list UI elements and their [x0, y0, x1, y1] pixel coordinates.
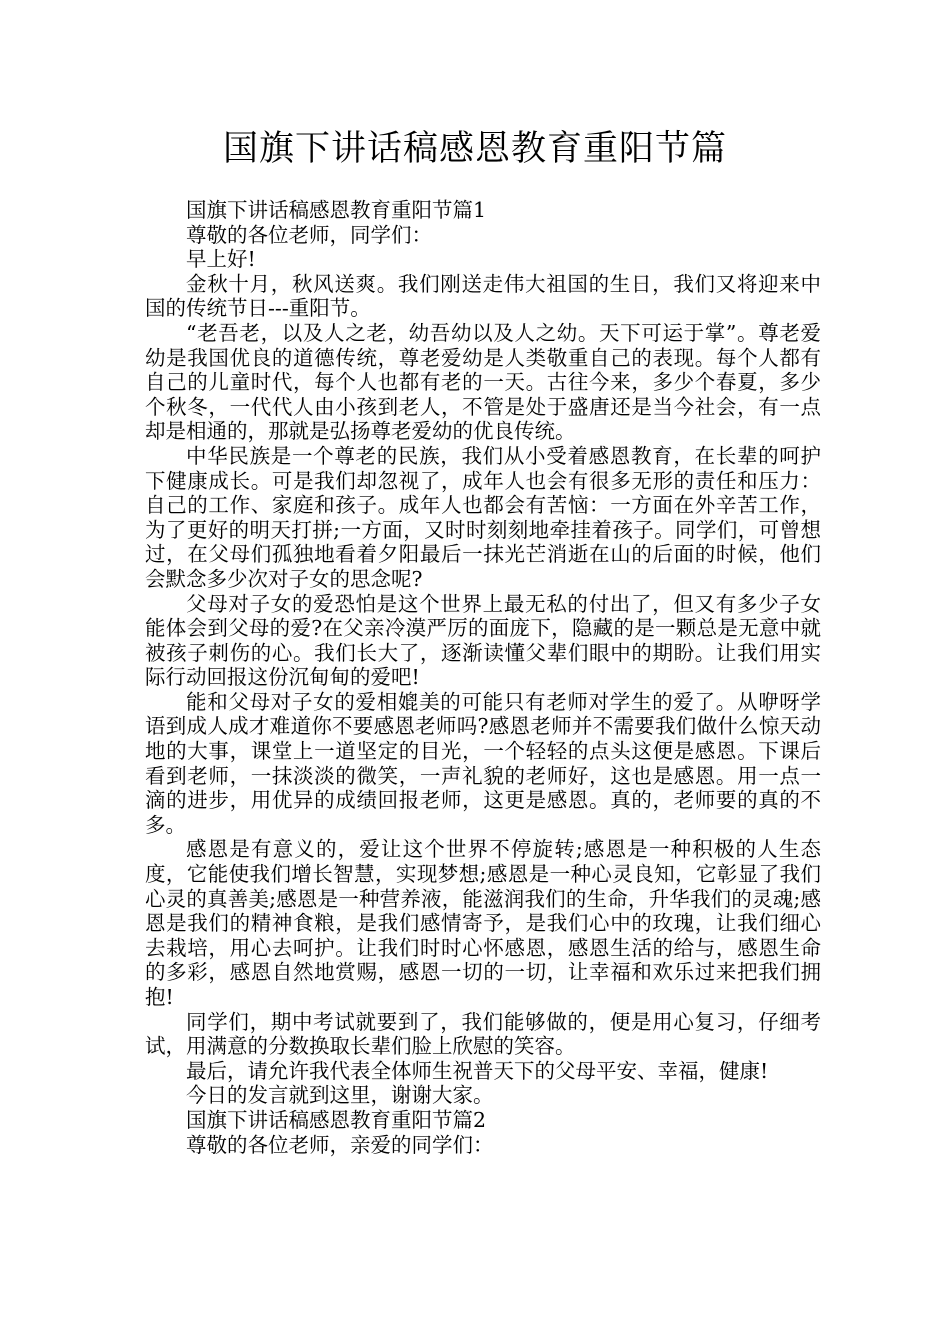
paragraph-greeting: 早上好!	[186, 247, 256, 272]
paragraph-salutation: 尊敬的各位老师，亲爱的同学们：	[186, 1132, 494, 1157]
paragraph: “老吾老，以及人之老，幼吾幼以及人之幼。天下可运于掌”。尊老爱幼是我国优良的道德传统，尊老爱幼是人类敬重自己的表现。每个人都有自己的儿童时代，每个人也都有老的一天。古往今来，多少个春夏，多少个秋冬，一代代人由小孩到老人，不管是处于盛唐还是当今社会，有一点却是相通的，那就是弘扬尊老爱幼的优良传统。	[145, 320, 821, 444]
paragraph: 中华民族是一个尊老的民族，我们从小受着感恩教育，在长辈的呵护下健康成长。可是我们却忽视了，成年人也会有很多无形的责任和压力：自己的工作、家庭和孩子。成年人也都会有苦恼：一方面在外辛苦工作，为了更好的明天打拼;一方面，又时时刻刻地牵挂着孩子。同学们，可曾想过，在父母们孤独地看着夕阳最后一抹光芒消逝在山的后面的时候，他们会默念多少次对子女的思念呢?	[145, 443, 821, 591]
paragraph: 能和父母对子女的爱相媲美的可能只有老师对学生的爱了。从咿呀学语到成人成才难道你不要感恩老师吗?感恩老师并不需要我们做什么惊天动地的大事，课堂上一道坚定的目光，一个轻轻的点头这便是感恩。下课后看到老师，一抹淡淡的微笑，一声礼貌的老师好，这也是感恩。用一点一滴的进步，用优异的成绩回报老师，这更是感恩。真的，老师要的真的不多。	[145, 689, 821, 837]
paragraph: 金秋十月，秋风送爽。我们刚送走伟大祖国的生日，我们又将迎来中国的传统节日---重阳节。	[145, 271, 821, 321]
paragraph-closing: 今日的发言就到这里，谢谢大家。	[186, 1083, 494, 1108]
document-title: 国旗下讲话稿感恩教育重阳节篇	[222, 129, 727, 169]
paragraph-section-heading-1: 国旗下讲话稿感恩教育重阳节篇1	[186, 198, 487, 222]
paragraph: 父母对子女的爱恐怕是这个世界上最无私的付出了，但又有多少子女能体会到父母的爱?在父亲冷漠严厉的面庞下，隐藏的是一颗总是无意中就被孩子刺伤的心。我们长大了，逐渐读懂父辈们眼中的期盼。让我们用实际行动回报这份沉甸甸的爱吧!	[145, 591, 821, 690]
paragraph: 同学们，期中考试就要到了，我们能够做的，便是用心复习，仔细考试，用满意的分数换取长辈们脸上欣慰的笑容。	[145, 1009, 821, 1059]
paragraph-salutation: 尊敬的各位老师，同学们：	[186, 222, 432, 247]
paragraph: 感恩是有意义的，爱让这个世界不停旋转;感恩是一种积极的人生态度，它能使我们增长智慧，实现梦想;感恩是一种心灵良知，它彰显了我们心灵的真善美;感恩是一种营养液，能滋润我们的生命，升华我们的灵魂;感恩是我们的精神食粮，是我们感情寄予，是我们心中的玫瑰，让我们细心去栽培，用心去呵护。让我们时时心怀感恩，感恩生活的给与，感恩生命的多彩，感恩自然地赏赐，感恩一切的一切，让幸福和欢乐过来把我们拥抱!	[145, 837, 821, 1009]
paragraph-section-heading-2: 国旗下讲话稿感恩教育重阳节篇2	[186, 1107, 487, 1132]
document-body	[145, 198, 821, 1157]
paragraph: 最后，请允许我代表全体师生祝普天下的父母平安、幸福，健康!	[186, 1058, 769, 1083]
